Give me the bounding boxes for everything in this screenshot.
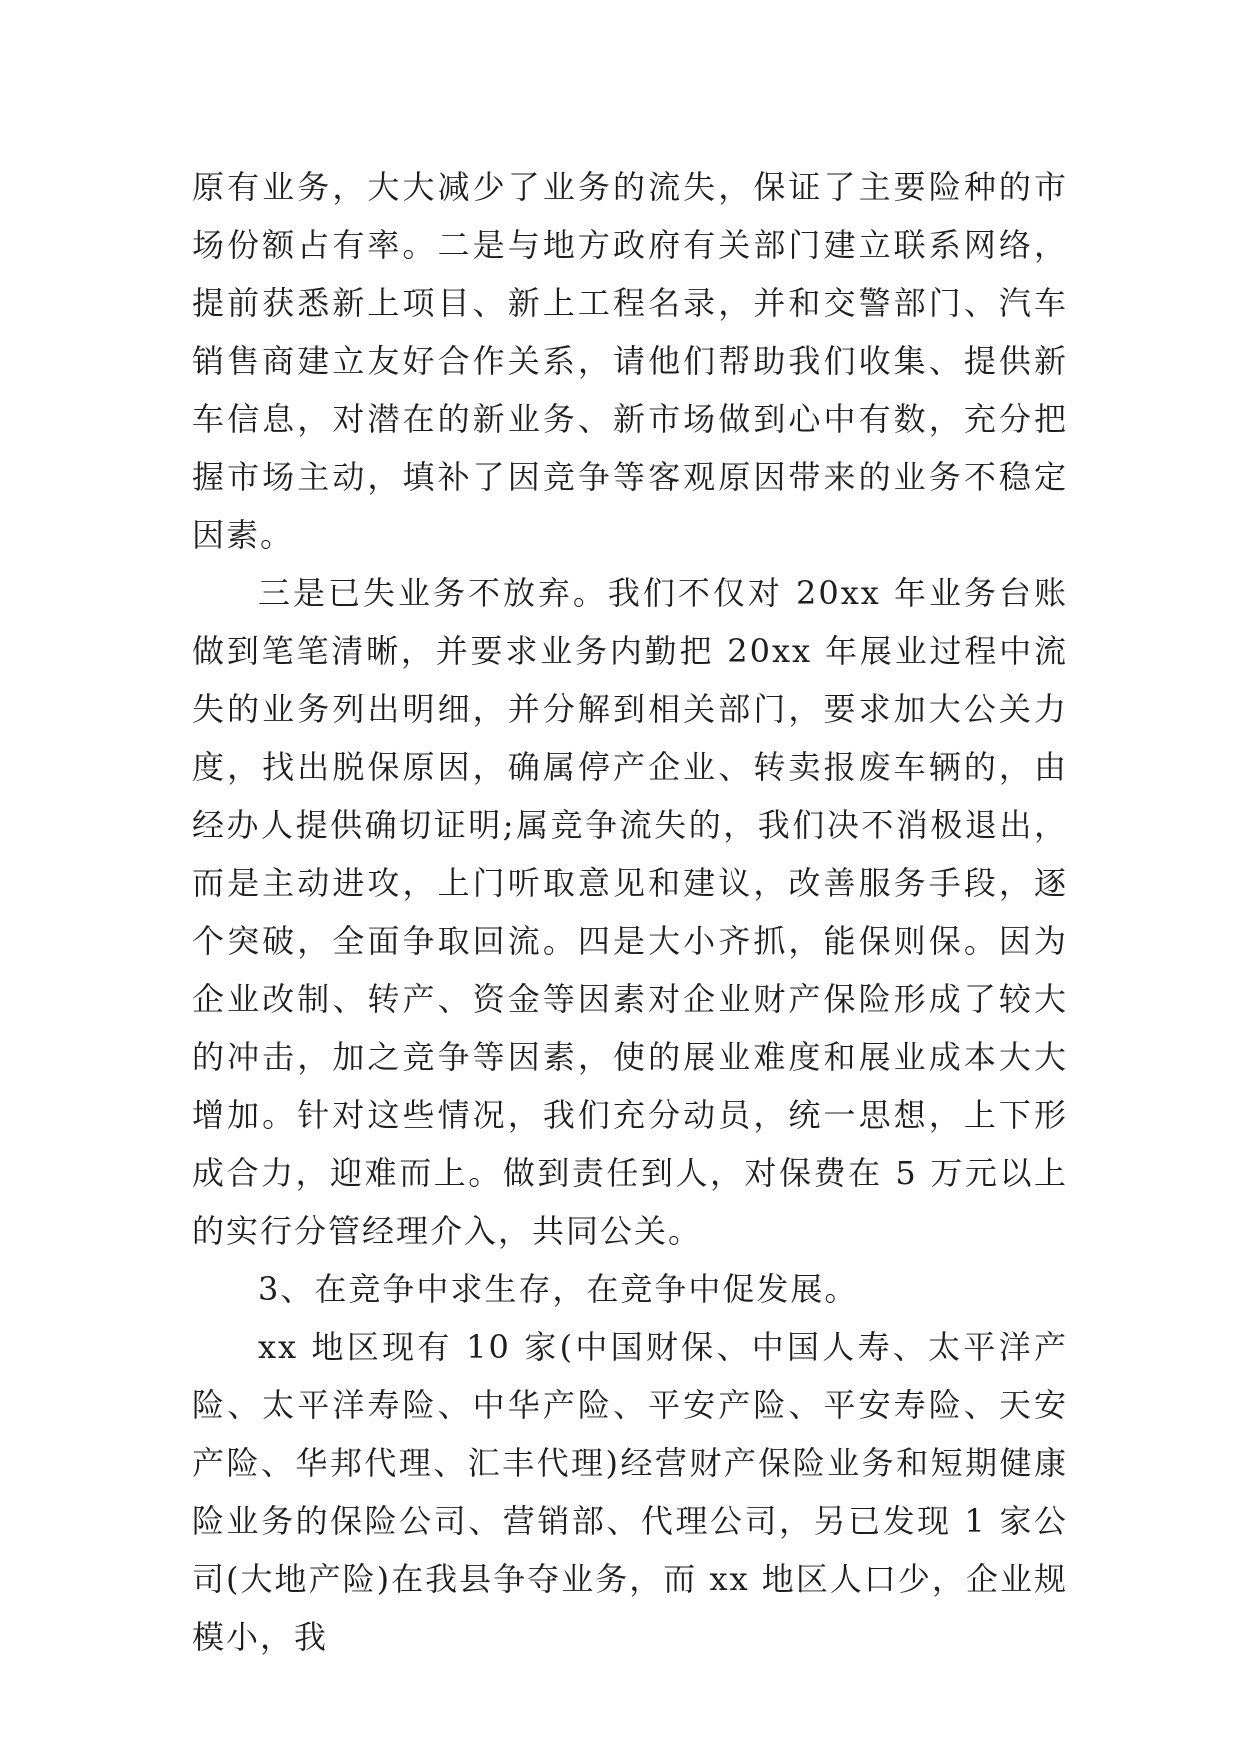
paragraph-4: xx 地区现有 10 家(中国财保、中国人寿、太平洋产险、太平洋寿险、中华产险、平安产险、平安寿险、天安产险、华邦代理、汇丰代理)经营财产保险业务和短期健康险业务的保险公司、营销部、代理公司，另已发现 1 家公司(大地产险)在我县争夺业务，而 xx 地区人口少，企业规模小，我: [192, 1328, 1068, 1656]
paragraph-2: 三是已失业务不放弃。我们不仅对 20xx 年业务台账做到笔笔清晰，并要求业务内勤把 20xx 年展业过程中流失的业务列出明细，并分解到相关部门，要求加大公关力度，找出脱保原因，确属停产企业、转卖报废车辆的，由经办人提供确切证明;属竞争流失的，我们决不消极退出，而是主动进攻，上门听取意见和建议，改善服务手段，逐个突破，全面争取回流。四是大小齐抓，能保则保。因为企业改制、转产、资金等因素对企业财产保险形成了较大的冲击，加之竞争等因素，使的展业难度和展业成本大大增加。针对这些情况，我们充分动员，统一思想，上下形成合力，迎难而上。做到责任到人，对保费在 5 万元以上的实行分管经理介入，共同公关。: [192, 574, 1068, 1250]
document-body: [192, 158, 1068, 1666]
paragraph-1: 原有业务，大大减少了业务的流失，保证了主要险种的市场份额占有率。二是与地方政府有关部门建立联系网络，提前获悉新上项目、新上工程名录，并和交警部门、汽车销售商建立友好合作关系，请他们帮助我们收集、提供新车信息，对潜在的新业务、新市场做到心中有数，充分把握市场主动，填补了因竞争等客观原因带来的业务不稳定因素。: [192, 168, 1068, 554]
paragraph-3: 3、在竞争中求生存，在竞争中促发展。: [258, 1270, 859, 1308]
